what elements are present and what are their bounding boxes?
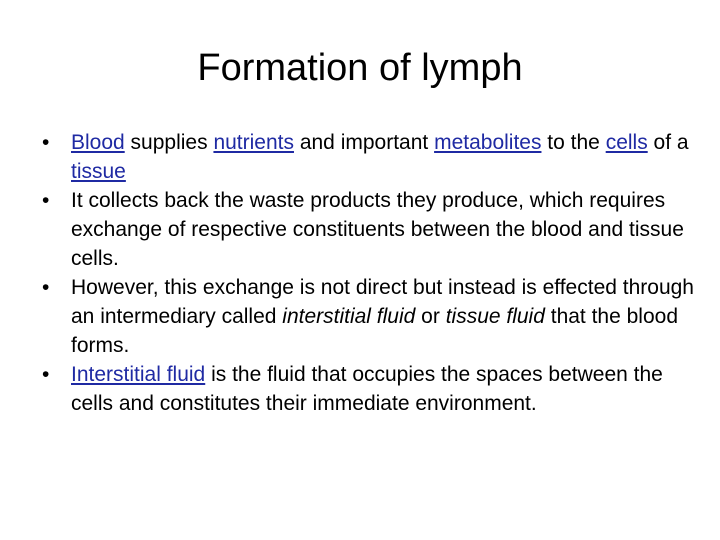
bullet-text: or [415, 305, 446, 328]
bullet-text: However, this exchange is not direct but instead is effected through an intermediary called [71, 276, 694, 328]
bullet-item [40, 273, 700, 360]
link-blood[interactable]: Blood [71, 131, 125, 154]
bullet-icon: • [42, 131, 50, 154]
bullet-text: supplies [124, 131, 214, 154]
bullet-icon: • [42, 276, 50, 299]
link-metabolites[interactable]: metabolites [434, 131, 542, 154]
bullet-text: is the fluid that occupies the spaces between the cells and constitutes their immediate environment. [71, 363, 663, 415]
term-interstitial-fluid: interstitial fluid [282, 305, 416, 328]
link-interstitial-fluid[interactable]: Interstitial fluid [71, 363, 206, 386]
slide-title: Formation of lymph [197, 47, 523, 89]
bullet-icon: • [42, 189, 50, 212]
bullet-item [40, 128, 700, 186]
bullet-item [40, 360, 700, 418]
bullet-text: that the blood forms. [71, 305, 679, 357]
term-tissue-fluid: tissue fluid [445, 305, 545, 328]
bullet-list [40, 128, 700, 418]
bullet-item [40, 186, 700, 273]
link-tissue[interactable]: tissue [71, 160, 126, 183]
bullet-text: of a [647, 131, 689, 154]
bullet-text: It collects back the waste products they produce, which requires exchange of respective constituents between the blood and tissue cells. [71, 189, 684, 270]
link-cells[interactable]: cells [605, 131, 648, 154]
bullet-text: to the [541, 131, 606, 154]
bullet-text: and important [293, 131, 435, 154]
link-nutrients[interactable]: nutrients [213, 131, 294, 154]
bullet-icon: • [42, 363, 50, 386]
